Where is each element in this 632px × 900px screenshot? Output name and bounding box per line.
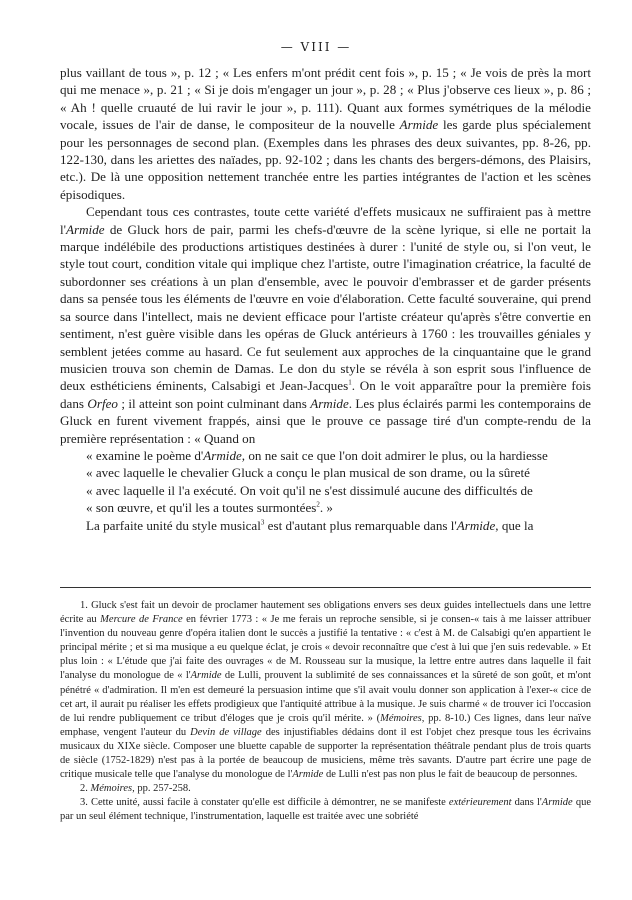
quote-line-1: « examine le poème d'Armide, on ne sait ce que l'on doit admirer le plus, ou la hardiesse xyxy=(86,447,548,463)
footnote-ref-3: 3 xyxy=(260,518,265,527)
footnote-1: 1. Gluck s'est fait un devoir de proclamer hautement ses obligations envers ses deux guides intellectuels dans une lettre écrite au Mercure de France en février 1773 : « Je me ferais un reproche sensible, si je consen-« tais à me laisser attribuer l'invention du nouveau genre d'opéra italien dont le succès a justifié la tentative : « c'est à M. de Calsabigi qu'en appartient le principal mérite ; et si ma musique a eu quelque éclat, je crois « devoir reconnaître que c'est à lui que j'en suis redevable. » Et plus loin : « L'étude que j'ai faite des ouvrages « de M. Rousseau sur la musique, la lettre entre autres dans laquelle il fait l'analyse du monologue de « l'Armide de Lulli, prouvent la sublimité de ses connaissances et la sûreté de son goût, et m'ont pénétré « d'admiration. Il m'en est demeuré la persuasion intime que s'il avait voulu donner son application à l'exer-« cice de cet art, il aurait pu réaliser les effets prodigieux que l'antiquité attribue à la musique. Je suis charmé « de trouver ici l'occasion de lui rendre publiquement ce tribut d'éloges que je crois qu'il mérite. » (Mémoires, pp. 8-10.) Ces lignes, dans leur naïve emphase, vengent l'auteur du Devin de village des injustifiables dédains dont il est l'objet chez presque tous les écrivains musicaux du XIXe siècle. Composer une bluette capable de supporter la représentation théâtrale pendant plus de trois quarts de siècle (1752-1829) n'est pas à la portée de beaucoup de musiciens, même très savants. D'autre part écrire une page de critique musicale telle que l'analyse du monologue de l'Armide de Lulli n'est pas non plus le fait de beaucoup de personnes. xyxy=(60,600,591,781)
paragraph-3: La parfaite unité du style musical$^3$ est d'autant plus remarquable dans l'Armide, que la xyxy=(86,517,534,533)
footnote-2: 2. Mémoires, pp. 257-258. xyxy=(80,783,191,795)
footnotes xyxy=(60,599,591,825)
footnote-ref-1: 1 xyxy=(348,378,352,387)
footnote-3: 3. Cette unité, aussi facile à constater qu'elle est difficile à démontrer, ne se manifeste extérieurement dans l'Armide que par un seul élément technique, l'instrumentation, laquelle est traitée avec une sobriété xyxy=(60,797,591,823)
quote-line-4: « son œuvre, et qu'il les a toutes surmontées$^2$. » xyxy=(86,500,333,516)
main-text xyxy=(60,64,591,534)
paragraph-2: Cependant tous ces contrastes, toute cette variété d'effets musicaux ne suffiraient pas à mettre l'Armide de Gluck hors de pair, parmi les chefs-d'œuvre de la scène lyrique, si elle ne portait la marque indélébile des productions artistiques destinées à durer : l'unité de style ou, si l'on veut, le style tout court, condition vitale qui implique chez l'artiste, outre l'imagination créatrice, la faculté de subordonner ses créations à un plan d'ensemble, avec le pouvoir d'embrasser et de garder présents dans sa pensée tous les éléments de l'œuvre en voie d'élaboration. Cette faculté souveraine, qui prend sa source dans l'intellect, mais ne devient efficace pour l'artiste créateur qu'après s'être convertie en sentiment, n'est guère visible dans les opéras de Gluck antérieurs à 1760 : les trouvailles géniales y semblent jetées comme au hasard. Ce fut seulement aux approches de la cinquantaine que le grand musicien trouva son chemin de Damas. Le don du style se révéla à son esprit sous l'influence de deux esthéticiens éminents, Calsabigi et Jean-Jacques$^1$. On le voit apparaître pour la première fois dans Orfeo ; il atteint son point culminant dans Armide. Les plus éclairés parmi les contemporains de Gluck en furent vivement frappés, ainsi que le prouve ce passage tiré d'un compte-rendu de la première représentation : « Quand on « examine le poème d'Armide, on ne sait ce que l'on doit admirer le plus, ou la hardiesse « avec laquelle le chevalier Gluck a conçu le plan musical de son drame, ou la sûreté « avec laquelle il l'a exécuté. On voit qu'il ne s'est dissimulé aucune des difficultés de « son œuvre, et qu'il les a toutes surmontées$^2$. » xyxy=(60,204,591,516)
quote-line-3: « avec laquelle il l'a exécuté. On voit qu'il ne s'est dissimulé aucune des difficultés de xyxy=(86,482,533,498)
paragraph-1: plus vaillant de tous », p. 12 ; « Les enfers m'ont prédit cent fois », p. 15 ; « Je vois de près la mort qui me menace », p. 21 ; « Si je dois m'engager un jour », p. 28 ; « Plus j'observe ces lieux », p. 86 ; « Ah ! quelle cruauté de lui ravir le jour », p. 111). Quant aux formes symétriques de la mélodie vocale, issues de l'air de danse, le compositeur de la nouvelle Armide les garde plus spécialement pour les personnages de second plan. (Exemples dans les phrases des deux suivantes, pp. 8-26, pp. 122-130, dans les ariettes des naïades, pp. 92-102 ; dans les chants des bergers-démons, des Plaisirs, etc.). De là une opposition nettement tranchée entre les parties intégrantes de l'action et les scènes épisodiques. xyxy=(60,65,591,202)
footnote-ref-2: 2 xyxy=(316,500,320,509)
page-number-header: — VIII — xyxy=(280,40,352,54)
quote-line-2: « avec laquelle le chevalier Gluck a conçu le plan musical de son drame, ou la sûreté xyxy=(86,465,530,481)
footnote-divider xyxy=(60,587,591,588)
